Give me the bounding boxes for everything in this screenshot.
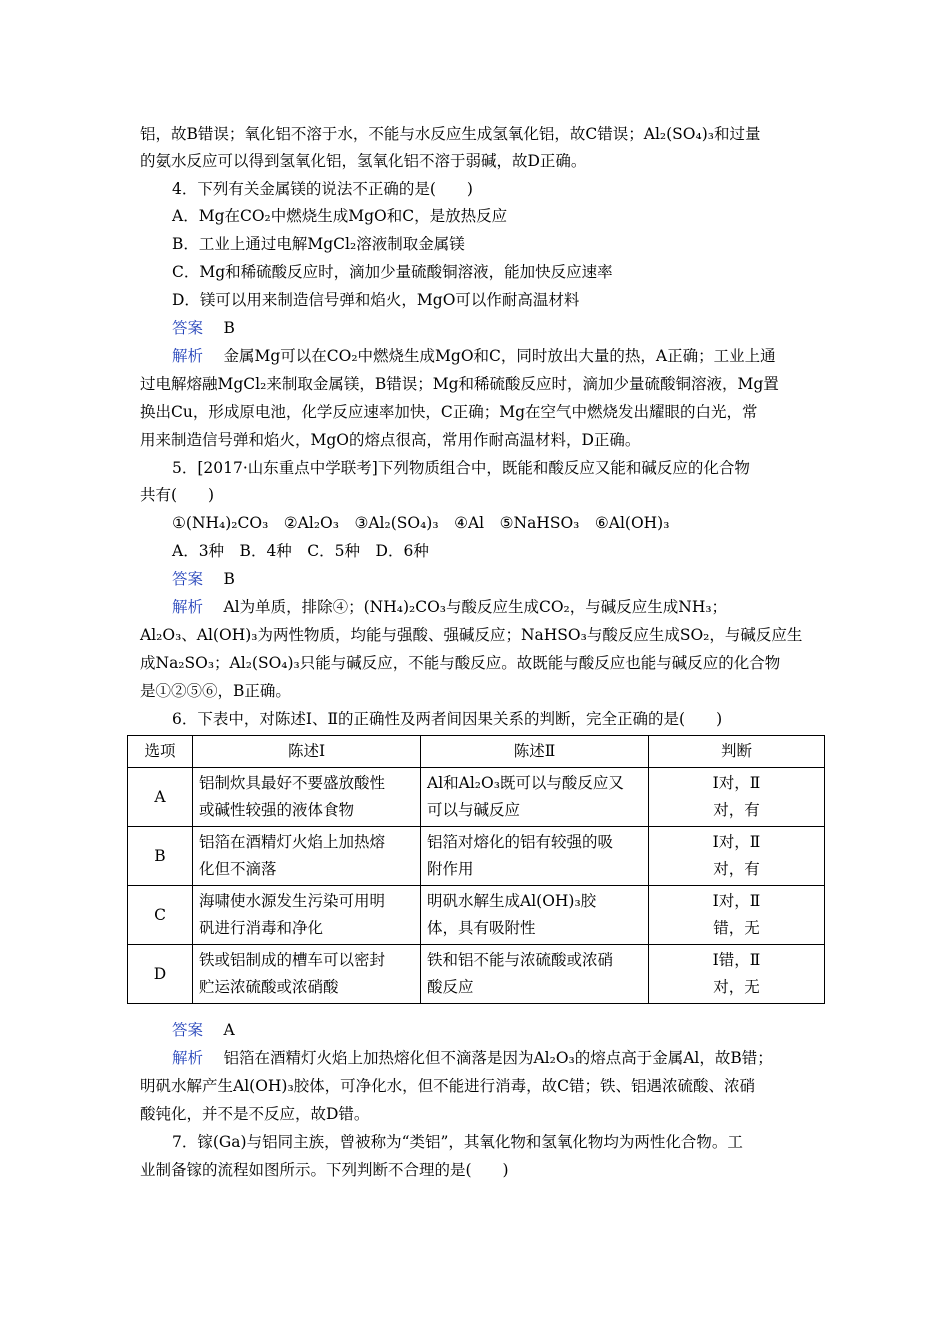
header-statement-2: 陈述Ⅱ [421,736,649,768]
answer-label: 答案 [172,1021,204,1039]
cell-judgement: Ⅰ错，Ⅱ 对，无 [649,945,825,1004]
question-4-stem: 4．下列有关金属镁的说法不正确的是( ) [172,180,473,198]
q5-options: A．3种 B．4种 C．5种 D．6种 [172,542,429,560]
question-7-stem: 7．镓(Ga)与铝同主族，曾被称为“类铝”，其氧化物和氢氧化物均为两性化合物。工 [172,1133,743,1151]
cell-statement-1: 海啸使水源发生污染可用明 矾进行消毒和净化 [193,886,421,945]
q5-analysis-line: Al₂O₃、Al(OH)₃为两性物质，均能与强酸、强碱反应；NaHSO₃与酸反应生成SO₂，与碱反应生 [140,626,803,644]
header-judgement: 判断 [649,736,825,768]
question-5-stem-cont: 共有( ) [140,486,215,504]
table-row [128,886,825,945]
cell-judgement: Ⅰ对，Ⅱ 对，有 [649,768,825,827]
q5-analysis [172,594,822,620]
analysis-text: Al为单质，排除④；(NH₄)₂CO₃与酸反应生成CO₂，与碱反应生成NH₃； [223,598,728,616]
header-option: 选项 [128,736,193,768]
cell-statement-1: 铝箔在酒精灯火焰上加热熔 化但不滴落 [193,827,421,886]
q4-option-b: B．工业上通过电解MgCl₂溶液制取金属镁 [172,235,465,253]
cell-statement-2: 明矾水解生成Al(OH)₃胶 体，具有吸附性 [421,886,649,945]
q5-analysis-line: 成Na₂SO₃；Al₂(SO₄)₃只能与碱反应，不能与酸反应。故既能与酸反应也能与碱反应的化合物 [140,654,781,672]
table-row [128,945,825,1004]
q6-analysis-line: 酸钝化，并不是不反应，故D错。 [140,1105,370,1123]
q4-answer [172,315,822,341]
analysis-label: 解析 [172,598,204,616]
q6-analysis-line: 明矾水解产生Al(OH)₃胶体，可净化水，但不能进行消毒，故C错；铁、铝遇浓硫酸、浓硝 [140,1077,756,1095]
table-header-row [128,736,825,768]
analysis-label: 解析 [172,1049,204,1067]
q5-items: ①(NH₄)₂CO₃ ②Al₂O₃ ③Al₂(SO₄)₃ ④Al ⑤NaHSO₃ ⑥Al(OH)₃ [172,514,670,532]
q4-option-a: A．Mg在CO₂中燃烧生成MgO和C，是放热反应 [172,207,508,225]
paragraph-line: 的氨水反应可以得到氢氧化铝，氢氧化铝不溶于弱碱，故D正确。 [140,152,587,170]
answer-label: 答案 [172,319,204,337]
q5-answer [172,566,822,592]
table-row [128,768,825,827]
comparison-table [127,735,825,1004]
answer-label: 答案 [172,570,204,588]
q4-analysis-line: 用来制造信号弹和焰火，MgO的熔点很高，常用作耐高温材料，D正确。 [140,431,641,449]
cell-option: B [128,827,193,886]
q4-analysis [172,343,822,369]
cell-judgement: Ⅰ对，Ⅱ 错，无 [649,886,825,945]
q6-answer [172,1017,822,1043]
cell-statement-1: 铁或铝制成的槽车可以密封 贮运浓硫酸或浓硝酸 [193,945,421,1004]
cell-statement-1: 铝制炊具最好不要盛放酸性 或碱性较强的液体食物 [193,768,421,827]
analysis-text: 铝箔在酒精灯火焰上加热熔化但不滴落是因为Al₂O₃的熔点高于金属Al，故B错； [223,1049,773,1067]
q5-analysis-line: 是①②⑤⑥，B正确。 [140,682,291,700]
answer-value: A [223,1021,235,1039]
question-7-stem-cont: 业制备镓的流程如图所示。下列判断不合理的是( ) [140,1161,509,1179]
answer-value: B [223,319,235,337]
question-5-stem: 5．[2017·山东重点中学联考]下列物质组合中，既能和酸反应又能和碱反应的化合物 [172,459,750,477]
header-statement-1: 陈述Ⅰ [193,736,421,768]
cell-statement-2: 铝箔对熔化的铝有较强的吸 附作用 [421,827,649,886]
cell-option: A [128,768,193,827]
question-6-stem: 6．下表中，对陈述Ⅰ、Ⅱ的正确性及两者间因果关系的判断，完全正确的是( ) [172,710,723,728]
q4-analysis-line: 过电解熔融MgCl₂来制取金属镁，B错误；Mg和稀硫酸反应时，滴加少量硫酸铜溶液，Mg置 [140,375,779,393]
cell-statement-2: 铁和铝不能与浓硫酸或浓硝 酸反应 [421,945,649,1004]
q4-analysis-line: 换出Cu，形成原电池，化学反应速率加快，C正确；Mg在空气中燃烧发出耀眼的白光，常 [140,403,758,421]
cell-judgement: Ⅰ对，Ⅱ 对，有 [649,827,825,886]
paragraph-line: 铝，故B错误；氧化铝不溶于水，不能与水反应生成氢氧化铝，故C错误；Al₂(SO₄)₃和过量 [140,125,761,143]
q6-analysis [172,1045,822,1071]
analysis-label: 解析 [172,347,204,365]
analysis-text: 金属Mg可以在CO₂中燃烧生成MgO和C，同时放出大量的热，A正确；工业上通 [223,347,776,365]
q4-option-c: C．Mg和稀硫酸反应时，滴加少量硫酸铜溶液，能加快反应速率 [172,263,613,281]
answer-value: B [223,570,235,588]
cell-option: C [128,886,193,945]
q4-option-d: D．镁可以用来制造信号弹和焰火，MgO可以作耐高温材料 [172,291,580,309]
cell-statement-2: Al和Al₂O₃既可以与酸反应又 可以与碱反应 [421,768,649,827]
table-row [128,827,825,886]
cell-option: D [128,945,193,1004]
